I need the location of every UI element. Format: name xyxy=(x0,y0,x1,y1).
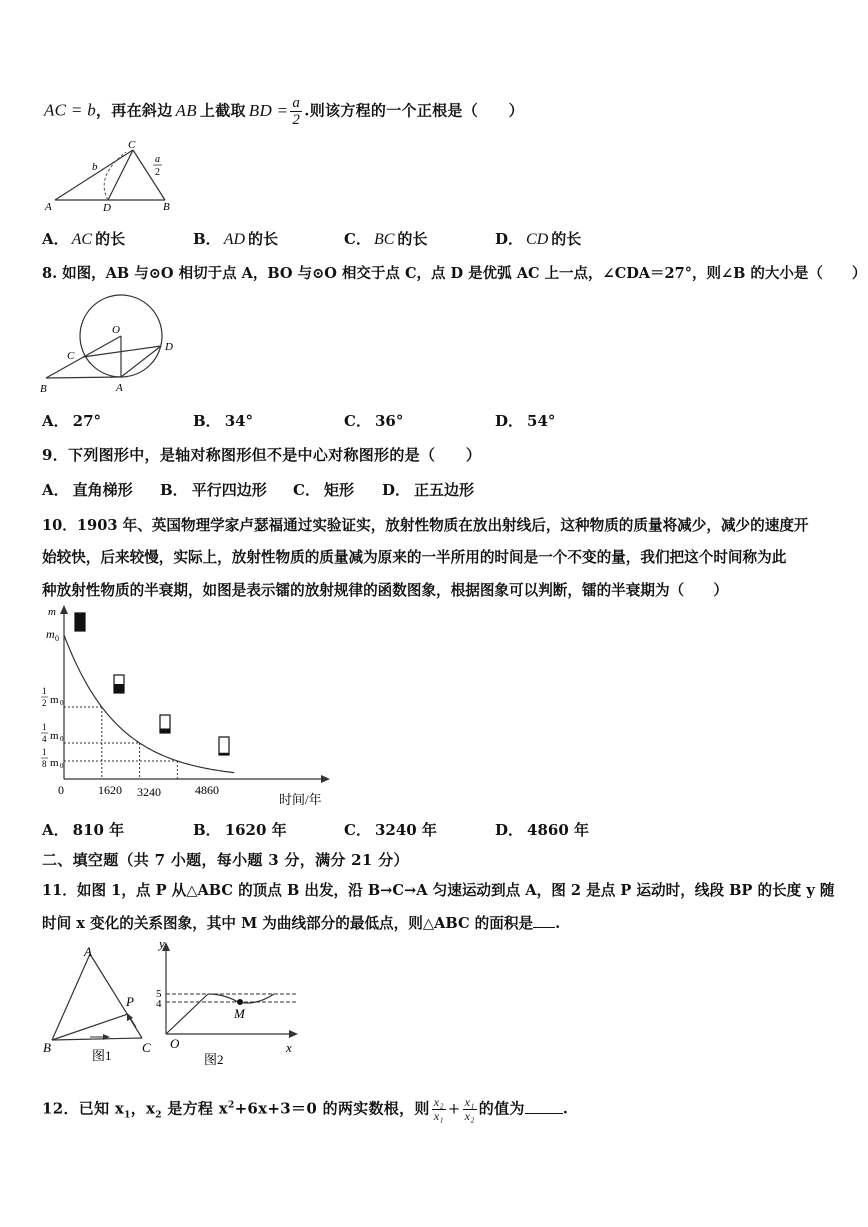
y-tick-eighth xyxy=(41,747,64,770)
fig1-caption: 图1 xyxy=(92,1048,112,1063)
y-axis-label: m xyxy=(48,606,56,618)
svg-text:m: m xyxy=(50,757,59,769)
svg-text:8: 8 xyxy=(42,759,47,769)
label-b: B xyxy=(43,1040,51,1055)
q9-text: 9．下列图形中，是轴对称图形但不是中心对称图形的是（ ） xyxy=(42,446,482,464)
q10-option-d[interactable]: D． 4860 年 xyxy=(495,821,589,839)
svg-text:4: 4 xyxy=(42,734,47,744)
q12-fraction-2: $\frac{\text{x₁}}{\text{x₂}}$ xyxy=(464,1095,475,1123)
q7-triangle-figure xyxy=(40,138,190,216)
label-x: x xyxy=(286,1040,292,1055)
label-two: 2 xyxy=(155,167,160,178)
q10-line-2: 始较快，后来较慢，实际上，放射性物质的质量减为原来的一半所用的时间是一个不变的量，我们把这个时间称为此 xyxy=(42,549,787,566)
label-b-side: b xyxy=(92,161,98,173)
svg-text:m: m xyxy=(46,627,55,641)
q10-line-1: 10．1903 年、英国物理学家卢瑟福通过实验证实，放射性物质在放出射线后，这种物质的质量将减少，减少的速度开 xyxy=(42,517,809,534)
q7-fraction: $\frac{a}{2}$ xyxy=(292,95,301,128)
q12-fraction-1: $\frac{\text{x₂}}{\text{x₁}}$ xyxy=(433,1095,444,1123)
svg-text:1: 1 xyxy=(42,686,47,696)
sample-jar-fill xyxy=(114,684,124,693)
svg-text:2: 2 xyxy=(42,698,47,708)
q8-option-b[interactable]: B． 34° xyxy=(193,412,254,430)
label-c: C xyxy=(142,1040,151,1055)
q9-option-a[interactable]: A． 直角梯形 xyxy=(42,481,133,499)
svg-text:0: 0 xyxy=(55,634,59,643)
label-m: M xyxy=(234,1006,245,1021)
q7-option-a[interactable]: A． AC 的长 xyxy=(42,230,126,248)
label-a-side: a xyxy=(155,154,160,165)
label-a: A xyxy=(45,201,52,213)
svg-text:0: 0 xyxy=(60,762,64,770)
x-tick-4860: 4860 xyxy=(195,783,219,797)
q10-option-b[interactable]: B． 1620 年 xyxy=(193,821,287,839)
q7-option-d[interactable]: D． CD 的长 xyxy=(495,230,582,248)
label-o: O xyxy=(112,324,120,336)
y-tick-half xyxy=(41,686,64,708)
q11-fig1-triangle xyxy=(40,942,160,1070)
x-axis-arrow xyxy=(321,775,330,783)
q10-option-c[interactable]: C． 3240 年 xyxy=(344,821,437,839)
sample-jar xyxy=(219,737,229,755)
q10-option-a[interactable]: A． 810 年 xyxy=(42,821,125,839)
section-heading: 二、填空题（共 7 小题，每小题 3 分，满分 21 分） xyxy=(42,851,409,869)
q9-option-d[interactable]: D． 正五边形 xyxy=(382,481,475,499)
label-a: A xyxy=(116,382,123,394)
label-y: y xyxy=(159,936,165,951)
q7-text: AC = b，再在斜边 AB 上截取 BD = $\frac{a}{2}$ .则该方程的一个正根是（ ） xyxy=(44,95,524,128)
q11-answer-blank[interactable] xyxy=(533,927,555,928)
svg-text:0: 0 xyxy=(60,699,64,707)
q8-option-a[interactable]: A． 27° xyxy=(42,412,102,430)
q11-line-2: 时间 x 变化的关系图象，其中 M 为曲线部分的最低点，则△ABC 的面积是 . xyxy=(42,915,561,932)
q12-text: 12．已知 $x_1$，$x_2$ 是方程 $x^2+6x+3=0$ 的两实数根，则 $\frac{\text{x₂}}{\text{x₁}}$ + $\frac{\text{x₁}}{\text{x₂}}$ 的值为 . xyxy=(42,1095,569,1123)
x-tick-3240: 3240 xyxy=(137,785,161,799)
label-four: 4 xyxy=(156,998,162,1010)
q7-option-b[interactable]: B． AD 的长 xyxy=(193,230,279,248)
radium-decay-chart xyxy=(38,603,348,808)
x-tick-1620: 1620 xyxy=(98,783,122,797)
label-b: B xyxy=(40,383,47,395)
y-tick-quarter xyxy=(41,722,64,744)
label-c: C xyxy=(128,139,136,151)
svg-text:0: 0 xyxy=(60,735,64,743)
q11-line-1: 11．如图 1，点 P 从△ABC 的顶点 B 出发，沿 B→C→A 匀速运动到点 A，图 2 是点 P 运动时，线段 BP 的长度 y 随 xyxy=(42,882,835,899)
svg-text:1: 1 xyxy=(42,747,47,757)
label-b: B xyxy=(163,201,170,213)
q9-option-b[interactable]: B． 平行四边形 xyxy=(160,481,267,499)
q8-circle-figure xyxy=(38,290,188,398)
label-p: P xyxy=(126,994,134,1009)
label-d: D xyxy=(165,341,173,353)
svg-text:1: 1 xyxy=(42,722,47,732)
sample-jar-fill xyxy=(75,613,85,631)
label-c: C xyxy=(67,350,75,362)
label-a: A xyxy=(84,944,92,959)
label-d: D xyxy=(103,202,111,214)
q9-option-c[interactable]: C． 矩形 xyxy=(293,481,354,499)
q8-text: 8. 如图，AB 与⊙O 相切于点 A，BO 与⊙O 相交于点 C，点 D 是优弧 AC 上一点，∠CDA＝27°，则∠B 的大小是（ ） xyxy=(42,265,867,282)
svg-text:m: m xyxy=(50,694,59,706)
q8-option-c[interactable]: C． 36° xyxy=(344,412,404,430)
label-five: 5 xyxy=(156,988,162,1000)
decay-curve xyxy=(64,635,234,773)
q11-fig2-graph xyxy=(152,936,302,1070)
fig2-caption: 图2 xyxy=(204,1052,224,1067)
sample-jar-fill xyxy=(160,729,170,734)
svg-text:m: m xyxy=(50,730,59,742)
q7-ac-eq-b: AC = b xyxy=(44,100,96,120)
x-axis-label: 时间/年 xyxy=(279,792,322,807)
q8-option-d[interactable]: D． 54° xyxy=(495,412,556,430)
q12-answer-blank[interactable] xyxy=(525,1113,563,1114)
label-o: O xyxy=(170,1036,180,1051)
q10-line-3: 种放射性物质的半衰期，如图是表示镭的放射规律的函数图象，根据图象可以判断，镭的半衰期为（ ） xyxy=(42,582,728,599)
sample-jar-fill xyxy=(219,753,229,755)
q7-option-c[interactable]: C． BC 的长 xyxy=(344,230,428,248)
y-axis-arrow xyxy=(60,605,68,614)
x-tick-0: 0 xyxy=(58,783,64,797)
y-tick-m0 xyxy=(46,627,59,643)
